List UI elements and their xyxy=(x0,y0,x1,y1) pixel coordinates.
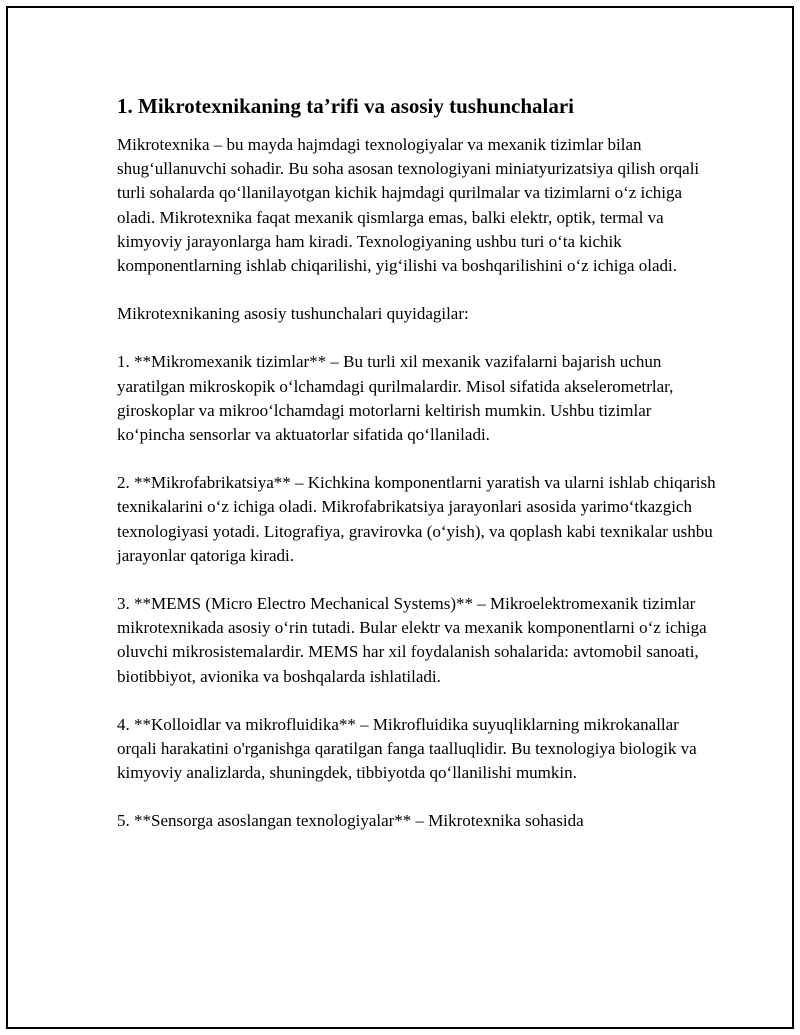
paragraph-definition: Mikrotexnika – bu mayda hajmdagi texnologiyalar va mexanik tizimlar bilan shug‘ullanuvchi sohadir. Bu soha asosan texnologiyani miniatyurizatsiya qilish orqali turli sohalarda qo‘llanilayotgan kichik hajmdagi qurilmalar va tizimlarni o‘z ichiga oladi. Mikrotexnika faqat mexanik qismlarga emas, balki elektr, optik, termal va kimyoviy jarayonlarga ham kiradi. Texnologiyaning ushbu turi o‘ta kichik komponentlarning ishlab chiqarilishi, yig‘ilishi va boshqarilishini o‘z ichiga oladi. xyxy=(117,135,700,276)
paragraph-item-2: 2. **Mikrofabrikatsiya** – Kichkina komponentlarni yaratish va ularni ishlab chiqarish texnikalarini o‘z ichiga oladi. Mikrofabrikatsiya jarayonlari asosida yarimo‘tkazgich texnologiyasi yotadi. Litografiya, gravirovka (o‘yish), va qoplash kabi texnikalar ushbu jarayonlar qatoriga kiradi. xyxy=(117,473,716,565)
paragraph-item-5: 5. **Sensorga asoslangan texnologiyalar** – Mikrotexnika sohasida xyxy=(117,811,584,831)
paragraph-item-3: 3. **MEMS (Micro Electro Mechanical Systems)** – Mikroelektromexanik tizimlar mikrotexnikada asosiy o‘rin tutadi. Bular elektr va mexanik komponentlarni o‘z ichiga oluvchi mikrosistemalardir. MEMS har xil foydalanish sohalarida: avtomobil sanoati, biotibbiyot, avionika va boshqalarda ishlatiladi. xyxy=(117,594,707,686)
paragraph-item-1: 1. **Mikromexanik tizimlar** – Bu turli xil mexanik vazifalarni bajarish uchun yaratilgan mikroskopik o‘lchamdagi qurilmalardir. Misol sifatida akselerometrlar, giroskoplar va mikroo‘lchamdagi motorlarni keltirish mumkin. Ushbu tizimlar ko‘pincha sensorlar va aktuatorlar sifatida qo‘llaniladi. xyxy=(117,352,674,445)
document-title: 1. Mikrotexnikaning ta’rifi va asosiy tushunchalari xyxy=(117,94,574,118)
document-body xyxy=(117,92,717,858)
paragraph-intro-list: Mikrotexnikaning asosiy tushunchalari quyidagilar: xyxy=(117,304,469,324)
paragraph-item-4: 4. **Kolloidlar va mikrofluidika** – Mikrofluidika suyuqliklarning mikrokanallar orqali harakatini o'rganishga qaratilgan fanga taalluqlidir. Bu texnologiya biologik va kimyoviy analizlarda, shuningdek, tibbiyotda qo‘llanilishi mumkin. xyxy=(117,714,697,783)
